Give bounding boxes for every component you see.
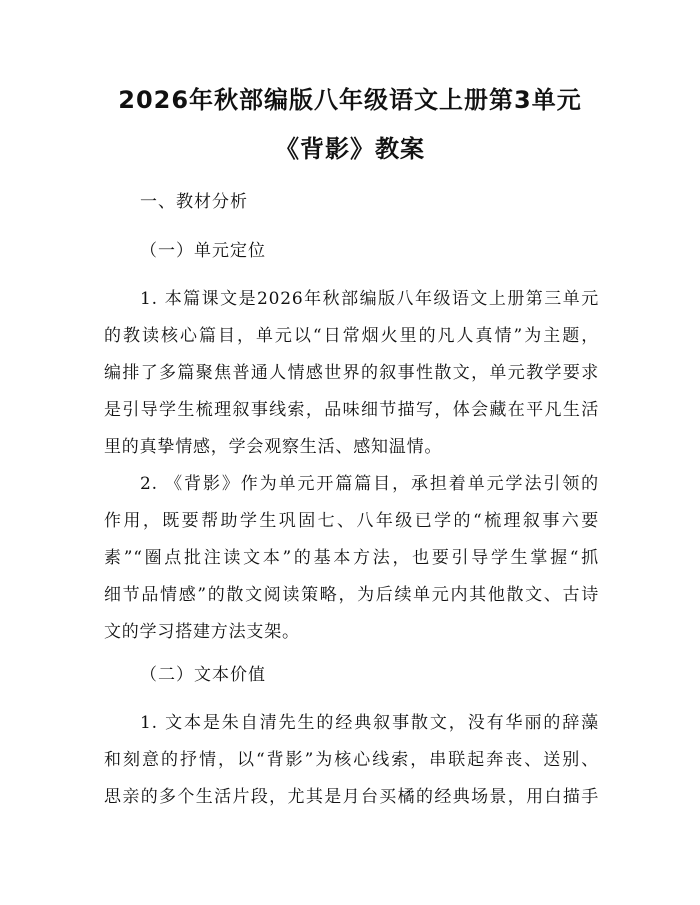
paragraph-unit-positioning-2 [104,466,599,651]
document-title-line-2: 《背影》教案 [275,135,425,163]
section-heading-textbook-analysis: 一、教材分析 [140,192,248,212]
paragraph-text-value-1 [104,705,599,816]
subsection-heading-unit-positioning: （一）单元定位 [140,241,266,261]
paragraph-line: 1. 文本是朱自清先生的经典叙事散文，没有华丽的辞藻 [140,713,599,733]
paragraph-line: 作用，既要帮助学生巩固七、八年级已学的“梳理叙事六要 [104,511,599,531]
paragraph-line: 的教读核心篇目，单元以“日常烟火里的凡人真情”为主题， [104,326,599,346]
paragraph-line: 2. 《背影》作为单元开篇篇目，承担着单元学法引领的 [140,474,599,494]
paragraph-line: 是引导学生梳理叙事线索，品味细节描写，体会藏在平凡生活 [104,400,599,420]
paragraph-line: 细节品情感”的散文阅读策略，为后续单元内其他散文、古诗 [104,585,599,605]
paragraph-line: 编排了多篇聚焦普通人情感世界的叙事性散文，单元教学要求 [104,363,599,383]
paragraph-line: 文的学习搭建方法支架。 [104,622,300,642]
paragraph-line: 思亲的多个生活片段，尤其是月台买橘的经典场景，用白描手 [104,787,599,807]
subsection-heading-text-value: （二）文本价值 [140,665,266,685]
paragraph-line: 和刻意的抒情，以“背影”为核心线索，串联起奔丧、送别、 [104,750,599,770]
paragraph-line: 素”“圈点批注读文本”的基本方法，也要引导学生掌握“抓 [104,548,599,568]
paragraph-line: 里的真挚情感，学会观察生活、感知温情。 [104,437,443,457]
paragraph-line: 1. 本篇课文是2026年秋部编版八年级语文上册第三单元 [140,289,599,309]
document-title-line-1: 2026年秋部编版八年级语文上册第3单元 [118,86,582,114]
paragraph-unit-positioning-1 [104,281,599,466]
